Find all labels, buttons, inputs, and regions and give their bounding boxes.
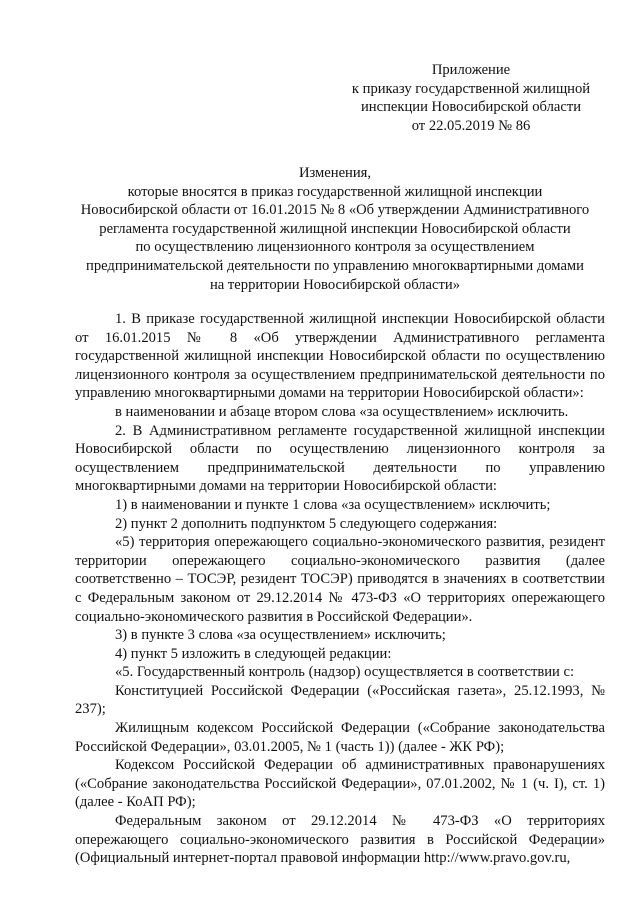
body-paragraph: «5. Государственный контроль (надзор) осуществляется в соответствии с: — [115, 664, 575, 681]
appendix-line: от 22.05.2019 № 86 — [411, 117, 531, 134]
body-paragraph: 4) пункт 5 изложить в следующей редакции: — [115, 645, 392, 662]
body-paragraph: «5) территория опережающего социально-экономического развития, резидент территории опережающего социально-экономического развития (далее соответственно – ТОСЭР, резидент ТОСЭР) приводятся в значениях в соответствии с Федеральным законом от 29.12.2014 № 473-ФЗ «О территориях опережающего социально-экономического развития в Российской Федерации». — [75, 534, 605, 625]
body-paragraph: 1. В приказе государственной жилищной инспекции Новосибирской области от 16.01.2015 № 8 «Об утверждении Административного регламента государственной жилищной инспекции Новосибирской области по осуществлению лицензионного контроля за осуществлением предпринимательской деятельности по управлению многоквартирными домами на территории Новосибирской области»: — [75, 311, 605, 402]
body-paragraph: Жилищным кодексом Российской Федерации («Собрание законодательства Российской Федерации», 03.01.2005, № 1 (часть 1)) (далее - ЖК РФ); — [75, 720, 605, 755]
title-line: предпринимательской деятельности по управлению многоквартирными домами — [86, 257, 584, 274]
title-line: регламента государственной жилищной инспекции Новосибирской области — [99, 220, 571, 237]
title-line: Новосибирской области от 16.01.2015 № 8 «Об утверждении Административного — [80, 202, 590, 219]
title-line: на территории Новосибирской области» — [209, 276, 460, 293]
appendix-line: Приложение — [431, 62, 511, 78]
body-paragraph: Кодексом Российской Федерации об административных правонарушениях («Собрание законодательства Российской Федерации», 07.01.2002, № 1 (ч. I), ст. 1) (далее - КоАП РФ); — [75, 757, 605, 811]
body-paragraph: Конституцией Российской Федерации («Российская газета», 25.12.1993, № 237); — [75, 682, 605, 718]
body-paragraph: 2) пункт 2 дополнить подпунктом 5 следующего содержания: — [115, 515, 498, 532]
title-line: по осуществлению лицензионного контроля за осуществлением — [135, 239, 535, 256]
body-paragraph: 2. В Административном регламенте государственной жилищной инспекции Новосибирской области по осуществлению лицензионного контроля за осуществлением предпринимательской деятельности по управлению многоквартирными домами на территории Новосибирской области: — [75, 422, 605, 495]
document-title — [70, 164, 600, 294]
body-paragraph: Федеральным законом от 29.12.2014 № 473-ФЗ «О территориях опережающего социально-экономического развития в Российской Федерации» (Официальный интернет-портал правовой информации http://www.pravo.gov.ru, — [75, 813, 605, 867]
appendix-line: инспекции Новосибирской области — [360, 99, 582, 116]
body-paragraph: 3) в пункте 3 слова «за осуществлением» исключить; — [115, 627, 446, 644]
body-paragraph: 1) в наименовании и пункте 1 слова «за осуществлением» исключить; — [115, 496, 551, 513]
appendix-header — [340, 61, 602, 135]
title-line: которые вносятся в приказ государственной жилищной инспекции — [127, 183, 543, 200]
body-paragraph: в наименовании и абзаце втором слова «за осуществлением» исключить. — [115, 403, 569, 420]
appendix-line: к приказу государственной жилищной — [351, 80, 591, 97]
document-body — [75, 310, 605, 868]
title-line: Изменения, — [298, 165, 372, 181]
